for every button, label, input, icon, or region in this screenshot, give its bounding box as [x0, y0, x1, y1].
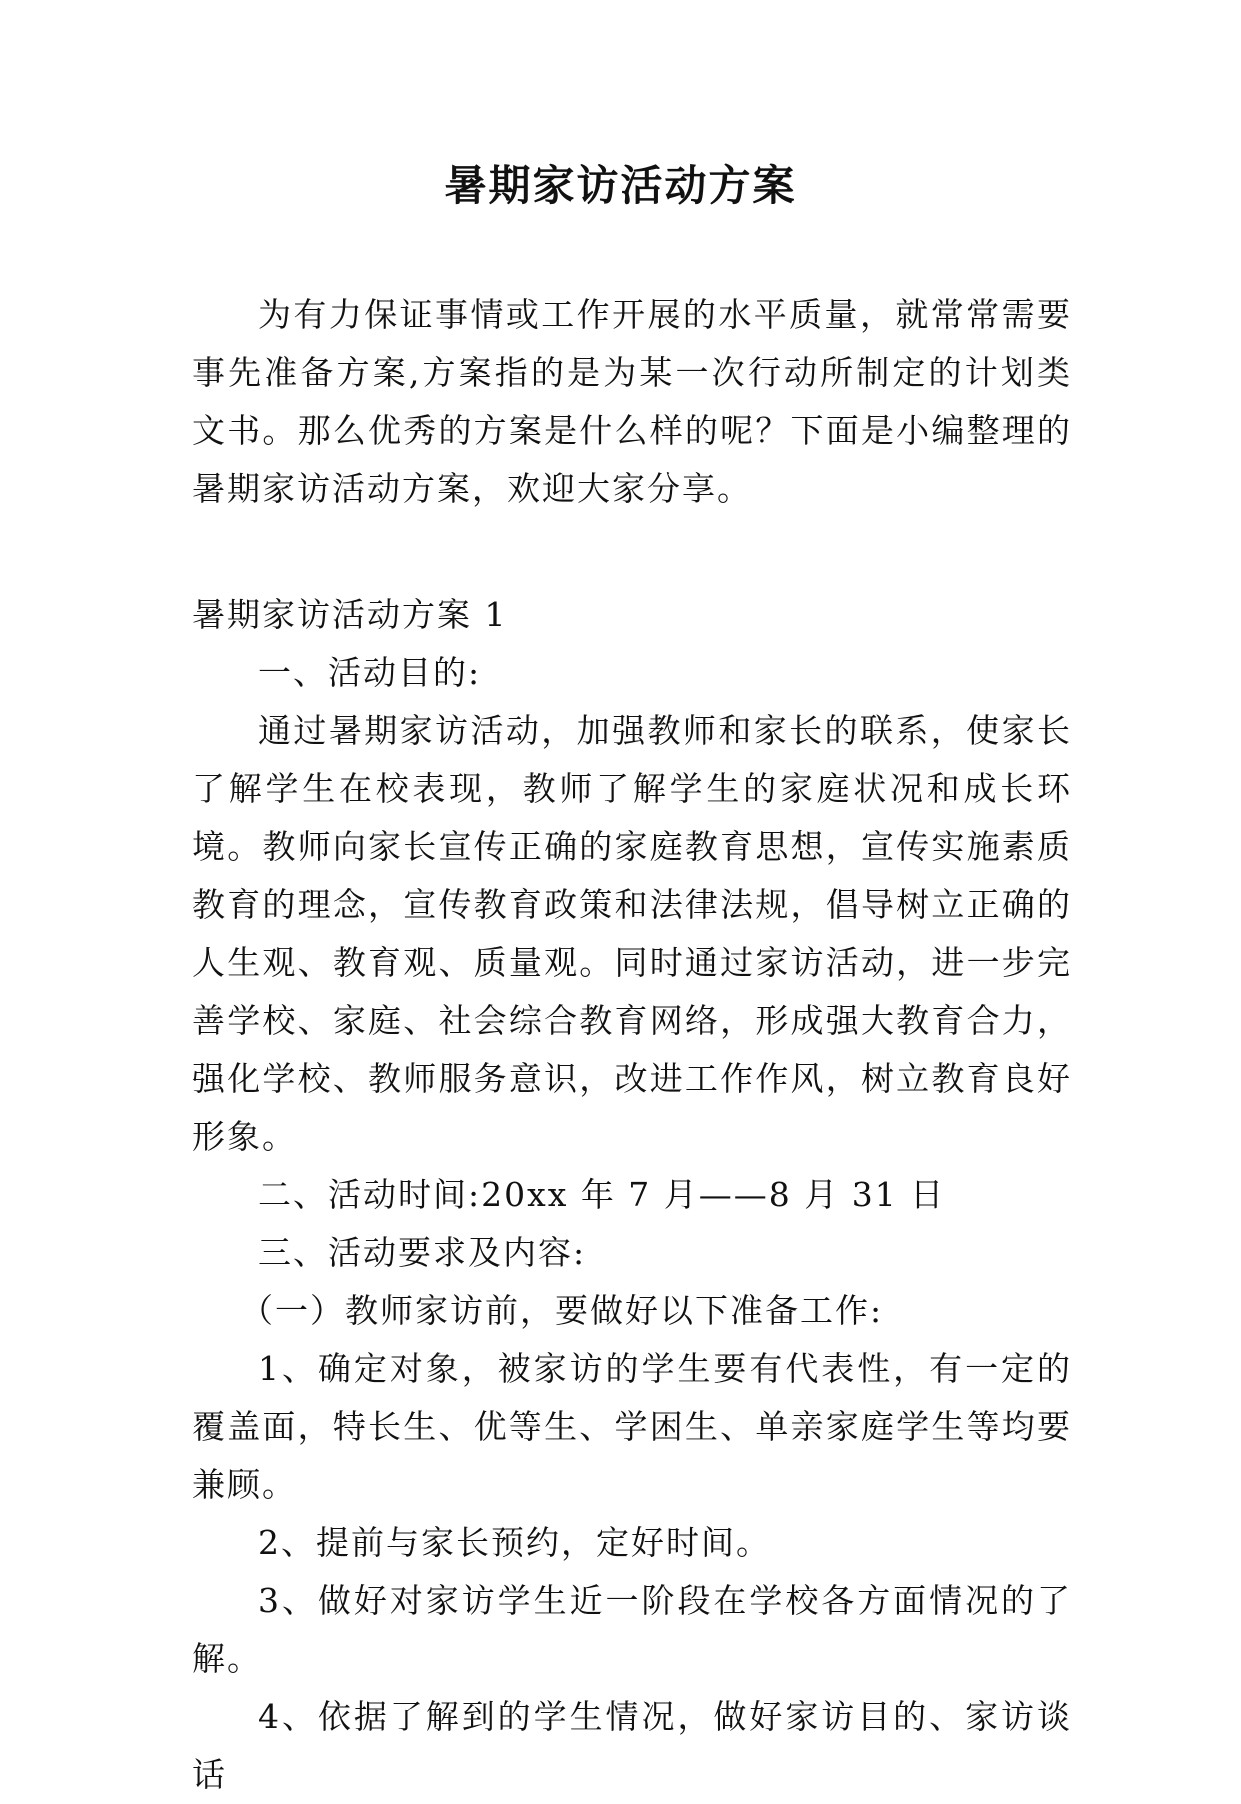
section-block — [192, 586, 1072, 1804]
document-title: 暑期家访活动方案 — [444, 161, 797, 210]
paragraph-item-2: 2、提前与家长预约，定好时间。 — [258, 1523, 771, 1562]
paragraph-item-3: 3、做好对家访学生近一阶段在学校各方面情况的了解。 — [192, 1581, 1072, 1678]
paragraph-item-4: 4、依据了解到的学生情况，做好家访目的、家访谈话 — [192, 1697, 1072, 1794]
paragraph-item-1: 1、确定对象，被家访的学生要有代表性，有一定的覆盖面，特长生、优等生、学困生、单亲家庭学生等均要兼顾。 — [192, 1349, 1072, 1504]
intro-paragraph: 为有力保证事情或工作开展的水平质量，就常常需要事先准备方案,方案指的是为某一次行动所制定的计划类文书。那么优秀的方案是什么样的呢？下面是小编整理的暑期家访活动方案，欢迎大家分享。 — [192, 295, 1072, 508]
intro-block — [192, 286, 1072, 518]
paragraph-purpose-heading: 一、活动目的: — [258, 653, 482, 692]
section-heading: 暑期家访活动方案 1 — [192, 595, 508, 634]
paragraph-purpose-body: 通过暑期家访活动，加强教师和家长的联系，使家长了解学生在校表现，教师了解学生的家庭状况和成长环境。教师向家长宣传正确的家庭教育思想，宣传实施素质教育的理念，宣传教育政策和法律法规，倡导树立正确的人生观、教育观、质量观。同时通过家访活动，进一步完善学校、家庭、社会综合教育网络，形成强大教育合力，强化学校、教师服务意识，改进工作作风，树立教育良好形象。 — [192, 711, 1072, 1156]
paragraph-time: 二、活动时间:20xx 年 7 月——8 月 31 日 — [258, 1175, 946, 1214]
paragraph-preparation-heading: （一）教师家访前，要做好以下准备工作: — [240, 1291, 884, 1330]
paragraph-requirements-heading: 三、活动要求及内容: — [258, 1233, 587, 1272]
